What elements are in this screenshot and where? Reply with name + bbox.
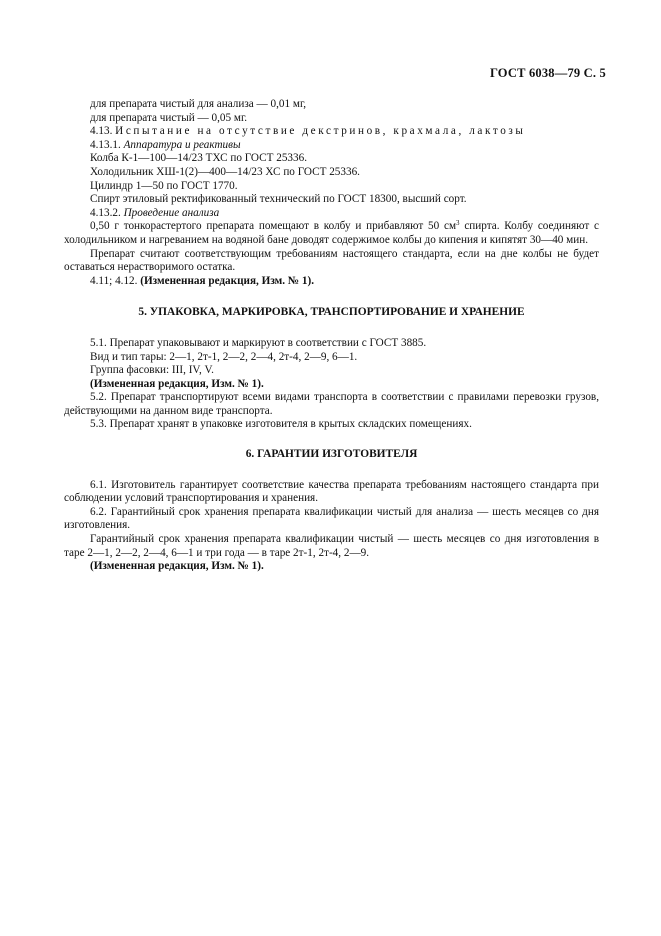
subsection-procedure — [64, 207, 599, 221]
section-6-amendment: (Измененная редакция, Изм. № 1). — [90, 560, 264, 573]
section-6-paragraph: Гарантийный срок хранения препарата квалификации чистый — шесть месяцев со дня изготовления в таре 2—1, 2—2, 2—4, 6—1 и три года — в таре 2т-1, 2т-4, 2—9. — [64, 533, 599, 559]
limit-line-pure: для препарата чистый — 0,05 мг. — [90, 111, 248, 124]
section-5-title: 5. УПАКОВКА, МАРКИРОВКА, ТРАНСПОРТИРОВАНИЕ И ХРАНЕНИЕ — [138, 306, 525, 319]
limit-line-analytical: для препарата чистый для анализа — 0,01 мг, — [90, 98, 307, 110]
apparatus-item: Холодильник ХШ-1(2)—400—14/23 ХС по ГОСТ 25336. — [90, 165, 360, 178]
subsection-procedure-number: 4.13.2. — [90, 206, 124, 219]
apparatus-item: Спирт этиловый ректификованный технический по ГОСТ 18300, высший сорт. — [90, 193, 467, 206]
procedure-text-b: спирта. Колбу соединяют с холодильником и нагреванием на водяной бане доводят содержимое колбы до кипения и кипятят 30—40 мин. — [64, 220, 599, 246]
apparatus-item: Колба К-1—100—14/23 ТХС по ГОСТ 25336. — [90, 152, 307, 165]
section-5-amendment: (Измененная редакция, Изм. № 1). — [90, 377, 264, 390]
subsection-apparatus — [64, 139, 599, 153]
test-heading — [64, 125, 599, 139]
section-6-title: 6. ГАРАНТИИ ИЗГОТОВИТЕЛЯ — [245, 448, 418, 461]
section-6-paragraph: 6.1. Изготовитель гарантирует соответствие качества препарата требованиям настоящего стандарта при соблюдении условий транспортирования и хранения. — [64, 478, 599, 505]
test-title: Испытание на отсутствие декстринов, крахмала, лактозы — [115, 125, 526, 138]
section-5-paragraph: Группа фасовки: III, IV, V. — [90, 364, 214, 377]
section-5-paragraph: 5.1. Препарат упаковывают и маркируют в соответствии с ГОСТ 3885. — [90, 336, 427, 349]
section-6-paragraph: 6.2. Гарантийный срок хранения препарата квалификации чистый для анализа — шесть месяцев со дня изготовления. — [64, 505, 599, 532]
subsection-apparatus-title: Аппаратура и реактивы — [123, 138, 241, 151]
procedure-paragraph — [64, 220, 599, 247]
page-header: ГОСТ 6038—79 С. 5 — [489, 66, 606, 80]
test-number: 4.13. — [90, 125, 116, 138]
superscript-three: 3 — [456, 219, 460, 228]
subsection-apparatus-number: 4.13.1. — [90, 138, 124, 151]
apparatus-item: Цилиндр 1—50 по ГОСТ 1770. — [90, 179, 238, 192]
section-5-paragraph: 5.3. Препарат хранят в упаковке изготовителя в крытых складских помещениях. — [90, 418, 472, 431]
result-paragraph: Препарат считают соответствующим требованиям настоящего стандарта, если на дне колбы не будет оставаться нерастворимого остатка. — [64, 247, 599, 274]
amendment-text: (Измененная редакция, Изм. № 1). — [140, 274, 315, 287]
amendment-prefix: 4.11; 4.12. — [90, 274, 141, 287]
section-5-paragraph: 5.2. Препарат транспортируют всеми видами транспорта в соответствии с правилами перевозки грузов, действующими на данном виде транспорта. — [64, 391, 599, 417]
amendment-note — [64, 275, 599, 289]
page-content — [64, 98, 599, 574]
subsection-procedure-title: Проведение анализа — [123, 206, 220, 219]
section-5-paragraph: Вид и тип тары: 2—1, 2т-1, 2—2, 2—4, 2т-4, 2—9, 6—1. — [90, 350, 358, 363]
procedure-text-a: 0,50 г тонкорастертого препарата помещают в колбу и прибавляют 50 см — [90, 220, 457, 233]
